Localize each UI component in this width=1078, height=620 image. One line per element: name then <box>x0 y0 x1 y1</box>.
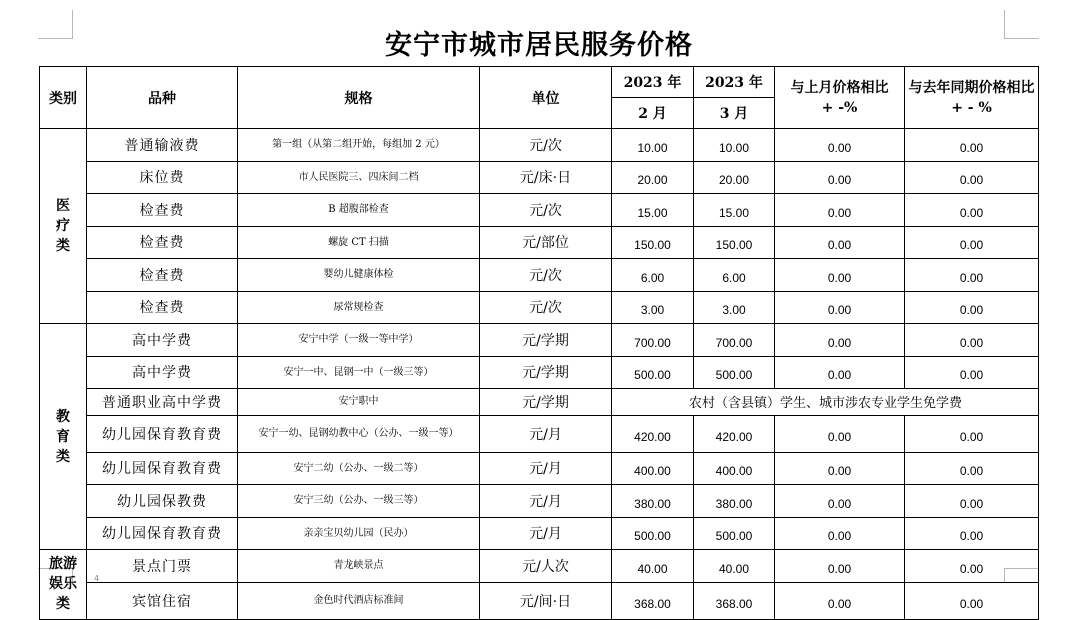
mar-price-cell: 368.00 <box>694 582 775 619</box>
mom-change-cell: 0.00 <box>775 550 905 583</box>
spec-cell: B 超腹部检查 <box>238 194 480 227</box>
unit-cell: 元/月 <box>480 517 612 550</box>
mar-price-cell: 3.00 <box>694 291 775 324</box>
feb-price-cell: 700.00 <box>612 324 694 357</box>
yoy-change-cell: 0.00 <box>905 161 1039 194</box>
header-yoy-line1: 与去年同期价格相比 <box>908 79 1035 96</box>
table-row <box>40 161 1039 194</box>
header-month-feb: 2 月 <box>612 98 694 129</box>
table-row <box>40 517 1039 550</box>
yoy-change-cell: 0.00 <box>905 485 1039 518</box>
feb-price-cell: 500.00 <box>612 356 694 389</box>
feb-price-cell: 368.00 <box>612 582 694 619</box>
spec-cell: 第一组（从第二组开始，每组加 2 元） <box>238 129 480 162</box>
header-spec: 规格 <box>238 67 480 129</box>
item-cell: 普通职业高中学费 <box>87 389 238 416</box>
header-month-mar: 3 月 <box>694 98 775 129</box>
table-row <box>40 226 1039 259</box>
mar-price-cell: 6.00 <box>694 259 775 292</box>
yoy-change-cell: 0.00 <box>905 550 1039 583</box>
item-cell: 床位费 <box>87 161 238 194</box>
table-row <box>40 194 1039 227</box>
category-leisure: 旅游 娱乐 类 <box>40 550 87 620</box>
spec-cell: 安宁三幼（公办、一级三等） <box>238 485 480 518</box>
item-cell: 检查费 <box>87 226 238 259</box>
table-row <box>40 356 1039 389</box>
mar-price-cell: 400.00 <box>694 452 775 485</box>
table-row <box>40 259 1039 292</box>
unit-cell: 元/次 <box>480 194 612 227</box>
spec-cell: 亲亲宝贝幼儿园（民办） <box>238 517 480 550</box>
mom-change-cell: 0.00 <box>775 129 905 162</box>
header-item: 品种 <box>87 67 238 129</box>
unit-cell: 元/间·日 <box>480 582 612 619</box>
mom-change-cell: 0.00 <box>775 324 905 357</box>
feb-price-cell: 3.00 <box>612 291 694 324</box>
table-row <box>40 129 1039 162</box>
spec-cell: 市人民医院三、四床间二档 <box>238 161 480 194</box>
mar-price-cell: 15.00 <box>694 194 775 227</box>
feb-price-cell: 500.00 <box>612 517 694 550</box>
item-cell: 检查费 <box>87 194 238 227</box>
price-table <box>39 66 1039 620</box>
mar-price-cell: 500.00 <box>694 356 775 389</box>
mom-change-cell: 0.00 <box>775 485 905 518</box>
table-row <box>40 324 1039 357</box>
mar-price-cell: 700.00 <box>694 324 775 357</box>
header-mom-line2: + -% <box>821 99 858 116</box>
table-row <box>40 582 1039 619</box>
header-unit: 单位 <box>480 67 612 129</box>
header-category: 类别 <box>40 67 87 129</box>
unit-cell: 元/人次 <box>480 550 612 583</box>
item-cell: 高中学费 <box>87 356 238 389</box>
table-row <box>40 485 1039 518</box>
yoy-change-cell: 0.00 <box>905 194 1039 227</box>
feb-price-cell: 380.00 <box>612 485 694 518</box>
spec-cell: 金色时代酒店标准间 <box>238 582 480 619</box>
item-cell: 幼儿园保育教育费 <box>87 452 238 485</box>
feb-price-cell: 420.00 <box>612 415 694 452</box>
unit-cell: 元/部位 <box>480 226 612 259</box>
yoy-change-cell: 0.00 <box>905 129 1039 162</box>
unit-cell: 元/床·日 <box>480 161 612 194</box>
yoy-change-cell: 0.00 <box>905 452 1039 485</box>
yoy-change-cell: 0.00 <box>905 259 1039 292</box>
mom-change-cell: 0.00 <box>775 194 905 227</box>
item-cell: 高中学费 <box>87 324 238 357</box>
item-cell: 普通输液费 <box>87 129 238 162</box>
category-education: 教 育 类 <box>40 324 87 550</box>
feb-price-cell: 6.00 <box>612 259 694 292</box>
yoy-change-cell: 0.00 <box>905 226 1039 259</box>
yoy-change-cell: 0.00 <box>905 356 1039 389</box>
yoy-change-cell: 0.00 <box>905 415 1039 452</box>
feb-price-cell: 150.00 <box>612 226 694 259</box>
yoy-change-cell: 0.00 <box>905 324 1039 357</box>
spec-cell: 安宁中学（一级一等中学） <box>238 324 480 357</box>
table-row <box>40 415 1039 452</box>
mar-price-cell: 40.00 <box>694 550 775 583</box>
header-yoy-line2: + - % <box>951 99 992 116</box>
table-row <box>40 550 1039 583</box>
mar-price-cell: 150.00 <box>694 226 775 259</box>
header-year-mar: 2023 年 <box>694 67 775 98</box>
mar-price-cell: 420.00 <box>694 415 775 452</box>
item-cell: 宾馆住宿 <box>87 582 238 619</box>
spec-cell: 安宁职中 <box>238 389 480 416</box>
header-year-feb: 2023 年 <box>612 67 694 98</box>
unit-cell: 元/月 <box>480 485 612 518</box>
mom-change-cell: 0.00 <box>775 226 905 259</box>
tuition-exemption-note: 农村（含县镇）学生、城市涉农专业学生免学费 <box>612 389 1039 416</box>
spec-cell: 婴幼儿健康体检 <box>238 259 480 292</box>
table-row <box>40 452 1039 485</box>
unit-cell: 元/学期 <box>480 389 612 416</box>
header-mom <box>775 67 905 129</box>
spec-cell: 螺旋 CT 扫描 <box>238 226 480 259</box>
feb-price-cell: 40.00 <box>612 550 694 583</box>
feb-price-cell: 20.00 <box>612 161 694 194</box>
item-cell: 景点门票 <box>87 550 238 583</box>
spec-cell: 安宁一中、昆钢一中（一级三等） <box>238 356 480 389</box>
mom-change-cell: 0.00 <box>775 161 905 194</box>
table-row <box>40 291 1039 324</box>
unit-cell: 元/次 <box>480 259 612 292</box>
item-cell: 检查费 <box>87 259 238 292</box>
item-cell: 检查费 <box>87 291 238 324</box>
page-title: 安宁市城市居民服务价格 <box>385 30 693 61</box>
mom-change-cell: 0.00 <box>775 356 905 389</box>
feb-price-cell: 10.00 <box>612 129 694 162</box>
table-row <box>40 389 1039 416</box>
mom-change-cell: 0.00 <box>775 415 905 452</box>
spec-cell: 安宁一幼、昆钢幼教中心（公办、一级一等） <box>238 415 480 452</box>
yoy-change-cell: 0.00 <box>905 582 1039 619</box>
yoy-change-cell: 0.00 <box>905 291 1039 324</box>
unit-cell: 元/学期 <box>480 324 612 357</box>
unit-cell: 元/次 <box>480 291 612 324</box>
mom-change-cell: 0.00 <box>775 517 905 550</box>
header-yoy <box>905 67 1039 129</box>
category-medical: 医 疗 类 <box>40 129 87 324</box>
unit-cell: 元/月 <box>480 452 612 485</box>
feb-price-cell: 400.00 <box>612 452 694 485</box>
mar-price-cell: 20.00 <box>694 161 775 194</box>
mar-price-cell: 10.00 <box>694 129 775 162</box>
mom-change-cell: 0.00 <box>775 259 905 292</box>
header-mom-line1: 与上月价格相比 <box>790 79 889 96</box>
unit-cell: 元/学期 <box>480 356 612 389</box>
item-cell: 幼儿园保育教育费 <box>87 517 238 550</box>
item-cell: 幼儿园保教费 <box>87 485 238 518</box>
feb-price-cell: 15.00 <box>612 194 694 227</box>
spec-cell: 青龙峡景点 <box>238 550 480 583</box>
unit-cell: 元/次 <box>480 129 612 162</box>
mar-price-cell: 380.00 <box>694 485 775 518</box>
mom-change-cell: 0.00 <box>775 452 905 485</box>
spec-cell: 尿常规检查 <box>238 291 480 324</box>
item-cell: 幼儿园保育教育费 <box>87 415 238 452</box>
mom-change-cell: 0.00 <box>775 291 905 324</box>
unit-cell: 元/月 <box>480 415 612 452</box>
spec-cell: 安宁二幼（公办、一级二等） <box>238 452 480 485</box>
yoy-change-cell: 0.00 <box>905 517 1039 550</box>
page-marker: 4 <box>94 574 100 583</box>
mar-price-cell: 500.00 <box>694 517 775 550</box>
mom-change-cell: 0.00 <box>775 582 905 619</box>
